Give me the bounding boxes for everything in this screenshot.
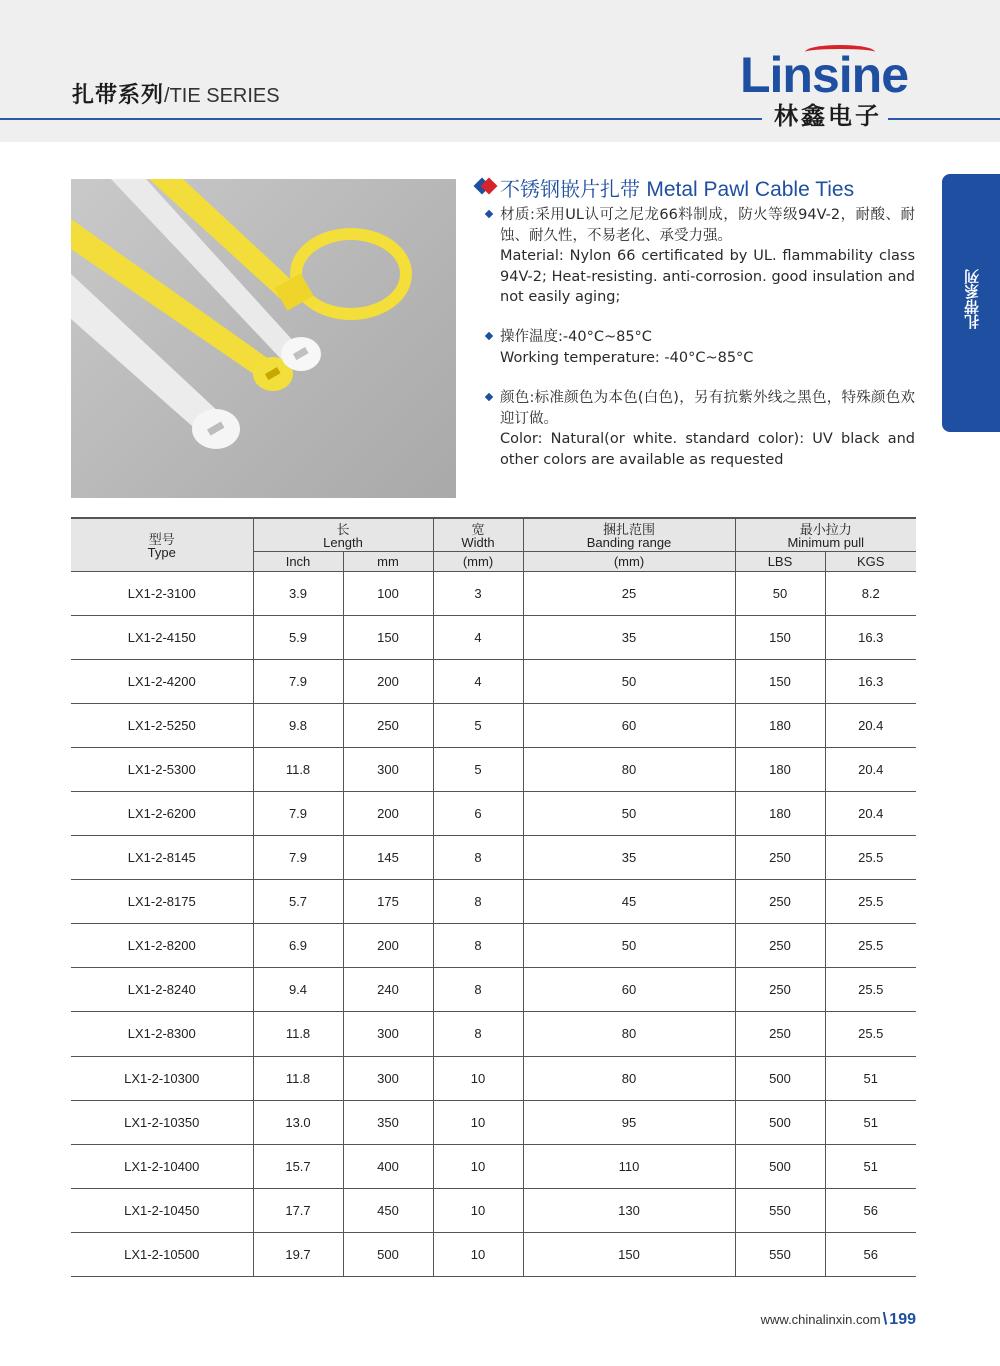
spec-material-en: Material: Nylon 66 certificated by UL. flammability class 94V-2; Heat-resisting. anti-corrosion. good insulation and not easily aging;	[500, 248, 915, 305]
cell-type: LX1-2-10500	[71, 1232, 253, 1276]
cell-length-inch: 7.9	[253, 659, 343, 703]
cell-width-mm: 10	[433, 1056, 523, 1100]
cell-pull-lbs: 500	[735, 1056, 825, 1100]
cell-type: LX1-2-5250	[71, 703, 253, 747]
cell-width-mm: 6	[433, 791, 523, 835]
cell-banding-range: 50	[523, 924, 735, 968]
cell-pull-kgs: 51	[825, 1100, 916, 1144]
cell-length-inch: 11.8	[253, 747, 343, 791]
header-rule-left	[0, 118, 762, 120]
subheader-inch: Inch	[253, 551, 343, 571]
cell-banding-range: 35	[523, 615, 735, 659]
cell-width-mm: 3	[433, 571, 523, 615]
product-title-en: Metal Pawl Cable Ties	[646, 178, 855, 201]
cell-length-inch: 11.8	[253, 1056, 343, 1100]
table-row	[71, 1012, 916, 1056]
cell-length-inch: 5.9	[253, 615, 343, 659]
page-footer	[761, 1309, 916, 1329]
cell-banding-range: 60	[523, 703, 735, 747]
cell-length-mm: 175	[343, 880, 433, 924]
cell-type: LX1-2-5300	[71, 747, 253, 791]
table-body	[71, 571, 916, 1277]
header-range-cn: 捆扎范围	[602, 521, 655, 537]
spec-material-cn: 材质:采用UL认可之尼龙66料制成，防火等级94V-2，耐酸、耐蚀、耐久性，不易老化、承受力强。	[500, 207, 915, 244]
cell-width-mm: 8	[433, 836, 523, 880]
cell-pull-lbs: 180	[735, 703, 825, 747]
cell-width-mm: 4	[433, 659, 523, 703]
cell-pull-kgs: 16.3	[825, 659, 916, 703]
cell-width-mm: 8	[433, 968, 523, 1012]
cell-length-mm: 400	[343, 1144, 433, 1188]
cell-width-mm: 10	[433, 1188, 523, 1232]
page-number: 199	[889, 1311, 916, 1328]
cell-type: LX1-2-10450	[71, 1188, 253, 1232]
cell-type: LX1-2-8300	[71, 1012, 253, 1056]
header-range-en: Banding range	[586, 534, 672, 550]
cell-width-mm: 8	[433, 1012, 523, 1056]
side-tab-label: 扎带系列	[963, 269, 981, 329]
cell-length-mm: 240	[343, 968, 433, 1012]
cell-length-mm: 300	[343, 1012, 433, 1056]
product-photo	[71, 179, 456, 498]
cell-banding-range: 45	[523, 880, 735, 924]
cell-type: LX1-2-4200	[71, 659, 253, 703]
cell-pull-lbs: 250	[735, 880, 825, 924]
table-row	[71, 1056, 916, 1100]
side-tab	[942, 174, 1000, 432]
cell-length-inch: 11.8	[253, 1012, 343, 1056]
cell-length-inch: 9.4	[253, 968, 343, 1012]
header-width-en: Width	[461, 534, 495, 550]
subheader-kgs: KGS	[825, 551, 916, 571]
cell-width-mm: 5	[433, 703, 523, 747]
header-type-en: Type	[147, 544, 176, 560]
cell-length-mm: 300	[343, 1056, 433, 1100]
header-minimum-pull	[735, 518, 916, 551]
cell-length-inch: 5.7	[253, 880, 343, 924]
cell-pull-lbs: 550	[735, 1188, 825, 1232]
table-row	[71, 659, 916, 703]
cell-type: LX1-2-6200	[71, 791, 253, 835]
cell-pull-kgs: 20.4	[825, 791, 916, 835]
table-row	[71, 1144, 916, 1188]
cell-length-inch: 7.9	[253, 791, 343, 835]
cell-banding-range: 95	[523, 1100, 735, 1144]
cell-width-mm: 10	[433, 1232, 523, 1276]
spec-color-en: Color: Natural(or white. standard color): UV black and other colors are available as requested	[500, 431, 915, 468]
header-type	[71, 518, 253, 571]
cell-pull-lbs: 250	[735, 968, 825, 1012]
cell-pull-kgs: 25.5	[825, 924, 916, 968]
cell-pull-lbs: 250	[735, 924, 825, 968]
brand-logo-cn: 林鑫电子	[770, 104, 886, 128]
cell-type: LX1-2-10300	[71, 1056, 253, 1100]
cell-pull-lbs: 250	[735, 836, 825, 880]
cell-banding-range: 80	[523, 1012, 735, 1056]
header-type-cn: 型号	[148, 531, 175, 547]
cell-pull-kgs: 25.5	[825, 836, 916, 880]
header-banding-range	[523, 518, 735, 551]
cell-banding-range: 150	[523, 1232, 735, 1276]
cell-length-mm: 250	[343, 703, 433, 747]
cell-pull-kgs: 25.5	[825, 968, 916, 1012]
cell-pull-lbs: 180	[735, 747, 825, 791]
cell-banding-range: 50	[523, 659, 735, 703]
cell-banding-range: 80	[523, 747, 735, 791]
cell-type: LX1-2-8175	[71, 880, 253, 924]
cell-pull-kgs: 56	[825, 1232, 916, 1276]
footer-separator: \	[882, 1309, 888, 1328]
cell-width-mm: 8	[433, 924, 523, 968]
header-width-cn: 宽	[471, 521, 485, 537]
cell-type: LX1-2-8145	[71, 836, 253, 880]
subheader-width-mm: (mm)	[433, 551, 523, 571]
spec-temperature-en: Working temperature: -40°C~85°C	[500, 349, 754, 366]
cell-pull-lbs: 150	[735, 659, 825, 703]
cell-type: LX1-2-10350	[71, 1100, 253, 1144]
cell-banding-range: 35	[523, 836, 735, 880]
table-row	[71, 880, 916, 924]
cell-pull-lbs: 500	[735, 1144, 825, 1188]
cell-pull-kgs: 20.4	[825, 747, 916, 791]
cell-type: LX1-2-10400	[71, 1144, 253, 1188]
cell-length-mm: 100	[343, 571, 433, 615]
cell-banding-range: 130	[523, 1188, 735, 1232]
cell-banding-range: 60	[523, 968, 735, 1012]
bullet-diamond-icon	[485, 393, 493, 401]
cell-length-inch: 15.7	[253, 1144, 343, 1188]
cell-pull-kgs: 25.5	[825, 880, 916, 924]
product-title	[500, 173, 854, 202]
cell-banding-range: 80	[523, 1056, 735, 1100]
cell-length-mm: 200	[343, 659, 433, 703]
cell-pull-kgs: 8.2	[825, 571, 916, 615]
cell-length-mm: 200	[343, 791, 433, 835]
cell-length-mm: 200	[343, 924, 433, 968]
cell-pull-kgs: 51	[825, 1144, 916, 1188]
spec-temperature-cn: 操作温度:-40°C~85°C	[500, 329, 652, 345]
cell-pull-kgs: 20.4	[825, 703, 916, 747]
cell-length-inch: 3.9	[253, 571, 343, 615]
header-length-cn: 长	[336, 521, 350, 537]
product-title-cn: 不锈钢嵌片扎带	[500, 177, 640, 201]
cell-length-mm: 150	[343, 615, 433, 659]
cell-length-mm: 300	[343, 747, 433, 791]
cell-length-inch: 19.7	[253, 1232, 343, 1276]
header-pull-cn: 最小拉力	[799, 521, 852, 537]
cable-ties-illustration	[71, 179, 456, 498]
cell-banding-range: 110	[523, 1144, 735, 1188]
cell-width-mm: 4	[433, 615, 523, 659]
cell-type: LX1-2-8200	[71, 924, 253, 968]
cell-pull-lbs: 250	[735, 1012, 825, 1056]
subheader-mm: mm	[343, 551, 433, 571]
table-row	[71, 1188, 916, 1232]
cell-type: LX1-2-8240	[71, 968, 253, 1012]
table-row	[71, 747, 916, 791]
cell-width-mm: 5	[433, 747, 523, 791]
table-header-row	[71, 518, 916, 551]
specification-table	[71, 517, 916, 1277]
table-row	[71, 924, 916, 968]
spec-temperature	[500, 327, 915, 368]
subheader-range-mm: (mm)	[523, 551, 735, 571]
section-title-en: /TIE SERIES	[164, 85, 280, 107]
cell-length-inch: 7.9	[253, 836, 343, 880]
cell-pull-lbs: 180	[735, 791, 825, 835]
cell-length-mm: 450	[343, 1188, 433, 1232]
cell-pull-kgs: 56	[825, 1188, 916, 1232]
header-length	[253, 518, 433, 551]
cell-pull-lbs: 50	[735, 571, 825, 615]
cell-banding-range: 50	[523, 791, 735, 835]
spec-color-cn: 颜色:标准颜色为本色(白色)，另有抗紫外线之黑色，特殊颜色欢迎订做。	[500, 390, 915, 427]
bullet-diamond-icon	[485, 332, 493, 340]
cell-banding-range: 25	[523, 571, 735, 615]
spec-material	[500, 205, 915, 308]
cell-pull-kgs: 51	[825, 1056, 916, 1100]
cell-pull-lbs: 550	[735, 1232, 825, 1276]
table-row	[71, 968, 916, 1012]
cell-width-mm: 10	[433, 1100, 523, 1144]
table-row	[71, 1100, 916, 1144]
cell-length-mm: 145	[343, 836, 433, 880]
section-title-cn: 扎带系列	[72, 83, 165, 108]
cell-length-inch: 6.9	[253, 924, 343, 968]
cell-pull-lbs: 150	[735, 615, 825, 659]
table-row	[71, 703, 916, 747]
cell-pull-kgs: 16.3	[825, 615, 916, 659]
cell-width-mm: 10	[433, 1144, 523, 1188]
section-title	[72, 78, 280, 109]
table-row	[71, 836, 916, 880]
brand-logo-text: Linsine	[740, 47, 909, 103]
spec-color	[500, 388, 915, 470]
cell-length-inch: 13.0	[253, 1100, 343, 1144]
table-row	[71, 791, 916, 835]
cell-length-inch: 9.8	[253, 703, 343, 747]
cell-width-mm: 8	[433, 880, 523, 924]
cell-pull-kgs: 25.5	[825, 1012, 916, 1056]
header-pull-en: Minimum pull	[787, 534, 865, 550]
table-row	[71, 615, 916, 659]
bullet-diamond-icon	[485, 210, 493, 218]
cell-type: LX1-2-3100	[71, 571, 253, 615]
header-width	[433, 518, 523, 551]
table-row	[71, 571, 916, 615]
cell-pull-lbs: 500	[735, 1100, 825, 1144]
cell-type: LX1-2-4150	[71, 615, 253, 659]
table-row	[71, 1232, 916, 1276]
footer-url: www.chinalinxin.com	[760, 1312, 881, 1327]
cell-length-mm: 500	[343, 1232, 433, 1276]
cell-length-mm: 350	[343, 1100, 433, 1144]
header-length-en: Length	[323, 534, 363, 550]
header-rule-right	[888, 118, 1000, 120]
cell-length-inch: 17.7	[253, 1188, 343, 1232]
subheader-lbs: LBS	[735, 551, 825, 571]
